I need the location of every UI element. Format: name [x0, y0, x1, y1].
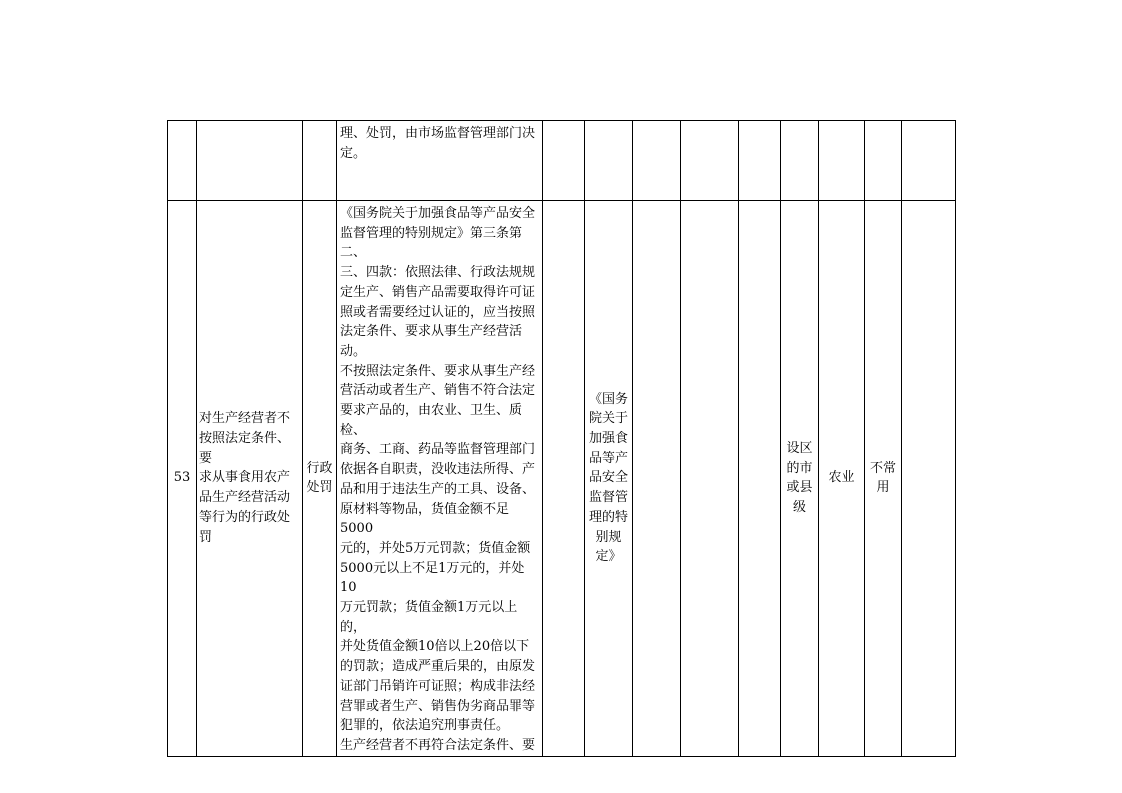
- empty-cell: [681, 121, 739, 201]
- empty-cell: [902, 201, 956, 757]
- category-cell: 行政 处罚: [303, 201, 337, 757]
- table-row: [168, 201, 956, 757]
- empty-cell: [543, 201, 585, 757]
- category-cell: [303, 121, 337, 201]
- empty-cell: [902, 121, 956, 201]
- empty-cell: [633, 121, 681, 201]
- row-number-cell: 53: [168, 201, 197, 757]
- item-table: [167, 120, 956, 757]
- legal-basis-text: 《国务院关于加强食品等产品安全 监督管理的特别规定》第三条第二、 三、四款：依照法律、行政法规规 定生产、销售产品需要取得许可证 照或者需要经过认证的，应当按照 法定条件、要求从事生产经营活动。 不按照法定条件、要求从事生产经 营活动或者生产、销售不符合法定 要求产品的，由农业、卫生、质检、 商务、工商、药品等监督管理部门 依据各自职责，没收违法所得、产 品和用于违法生产的工具、设备、 原材料等物品，货值金额不足5000 元的，并处5万元罚款；货值金额 5000元以上不足1万元的，并处10 万元罚款；货值金额1万元以上的， 并处货值金额10倍以上20倍以下 的罚款；造成严重后果的，由原发 证部门吊销许可证照；构成非法经 营罪或者生产、销售伪劣商品罪等 犯罪的，依法追究刑事责任。 生产经营者不再符合法定条件、要: [340, 206, 536, 753]
- law-name-cell: 《国务 院关于 加强食 品等产 品安全 监督管 理的特 别规 定》: [585, 201, 633, 757]
- item-name-cell: 对生产经营者不 按照法定条件、要 求从事食用农产 品生产经营活动 等行为的行政处 罚: [197, 201, 303, 757]
- legal-basis-cell: [337, 121, 543, 201]
- legal-basis-text: 理、处罚，由市场监督管理部门决 定。: [340, 126, 536, 161]
- empty-cell: [585, 121, 633, 201]
- empty-cell: [739, 201, 781, 757]
- empty-cell: [781, 121, 819, 201]
- empty-cell: [633, 201, 681, 757]
- level-cell: 设区 的市 或县 级: [781, 201, 819, 757]
- usage-cell: 不常 用: [865, 201, 902, 757]
- row-number-cell: [168, 121, 197, 201]
- item-name-cell: [197, 121, 303, 201]
- empty-cell: [739, 121, 781, 201]
- empty-cell: [681, 201, 739, 757]
- table-row: [168, 121, 956, 201]
- empty-cell: [865, 121, 902, 201]
- empty-cell: [819, 121, 865, 201]
- department-cell: 农业: [819, 201, 865, 757]
- empty-cell: [543, 121, 585, 201]
- legal-basis-cell: [337, 201, 543, 757]
